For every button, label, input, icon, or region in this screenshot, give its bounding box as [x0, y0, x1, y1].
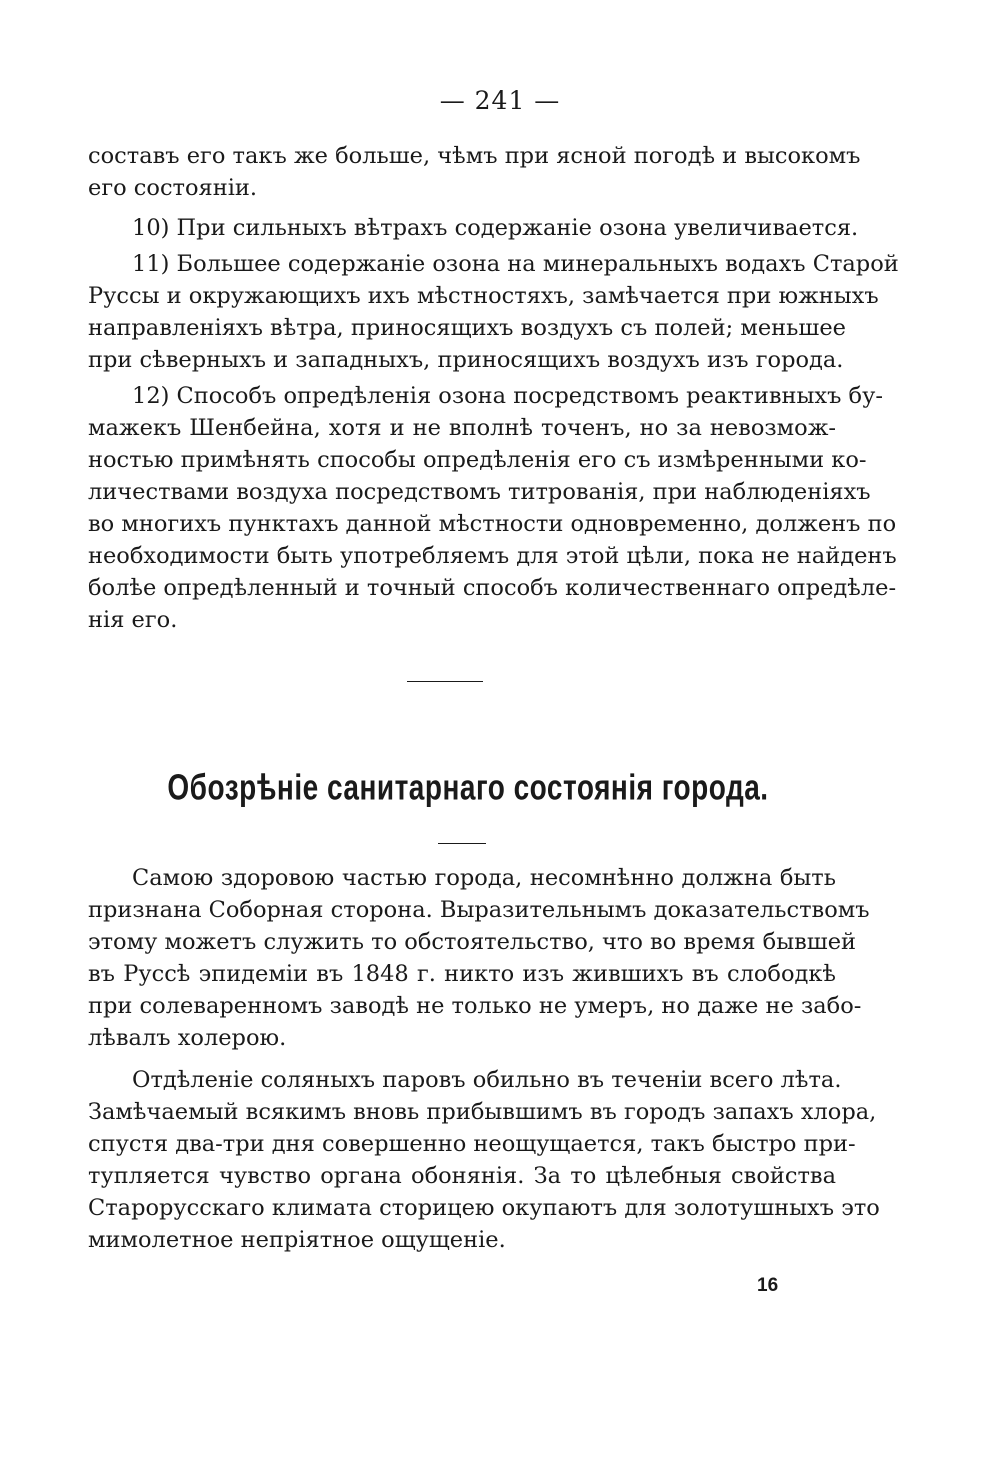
text-block-sanitary: [88, 862, 880, 1256]
text-line: признана Соборная сторона. Выразительнымъ доказательствомъ: [88, 897, 870, 923]
text-line: 10) При сильныхъ вѣтрахъ содержаніе озона увеличивается.: [132, 215, 859, 241]
text-line: спустя два-три дня совершенно неощущается, такъ быстро при-: [88, 1131, 856, 1157]
text-line: при солеваренномъ заводѣ не только не умеръ, но даже не забо-: [88, 993, 862, 1019]
text-line: лѣвалъ холерою.: [88, 1025, 287, 1051]
text-line: ностью примѣнять способы опредѣленія его съ измѣренными ко-: [88, 447, 867, 473]
text-line: личествами воздуха посредствомъ титрованія, при наблюденіяхъ: [88, 479, 871, 505]
heading-underline: [438, 843, 486, 844]
text-line: этому можетъ служить то обстоятельство, что во время бывшей: [88, 929, 857, 955]
text-line: въ Руссѣ эпидеміи въ 1848 г. никто изъ жившихъ въ слободкѣ: [88, 961, 836, 987]
text-line: Отдѣленіе соляныхъ паровъ обильно въ теченіи всего лѣта.: [132, 1067, 842, 1093]
text-line: нія его.: [88, 607, 178, 633]
text-line: при сѣверныхъ и западныхъ, приносящихъ воздухъ изъ города.: [88, 347, 844, 373]
signature-mark: 16: [757, 1275, 779, 1296]
text-line: 11) Большее содержаніе озона на минеральныхъ водахъ Старой: [132, 251, 899, 277]
text-line: 12) Способъ опредѣленія озона посредствомъ реактивныхъ бу-: [132, 383, 883, 409]
text-line: болѣе опредѣленный и точный способъ количественнаго опредѣле-: [88, 575, 897, 601]
text-line: необходимости быть употребляемъ для этой цѣли, пока не найденъ: [88, 543, 897, 569]
section-divider: [407, 681, 483, 682]
text-line: составъ его такъ же больше, чѣмъ при ясной погодѣ и высокомъ: [88, 143, 861, 169]
text-line: Замѣчаемый всякимъ вновь прибывшимъ въ городъ запахъ хлора,: [88, 1099, 877, 1125]
text-line: Старорусскаго климата сторицею окупаютъ для золотушныхъ это: [88, 1195, 880, 1221]
text-line: тупляется чувство органа обонянія. За то цѣлебныя свойства: [88, 1163, 836, 1189]
section-heading: Обозрѣніе санитарнаго состоянія города.: [167, 767, 769, 808]
text-line: во многихъ пунктахъ данной мѣстности одновременно, долженъ по: [88, 511, 897, 537]
text-line: Самою здоровою частью города, несомнѣнно должна быть: [132, 865, 836, 891]
page-number: — 241 —: [439, 86, 561, 115]
text-line: направленіяхъ вѣтра, приносящихъ воздухъ съ полей; меньшее: [88, 315, 846, 341]
text-line: мимолетное непріятное ощущеніе.: [88, 1227, 506, 1253]
text-line: Руссы и окружающихъ ихъ мѣстностяхъ, замѣчается при южныхъ: [88, 283, 879, 309]
text-line: его состояніи.: [88, 175, 258, 201]
text-block-conclusions: [88, 140, 899, 636]
text-line: мажекъ Шенбейна, хотя и не вполнѣ точенъ, но за невозмож-: [88, 415, 836, 441]
